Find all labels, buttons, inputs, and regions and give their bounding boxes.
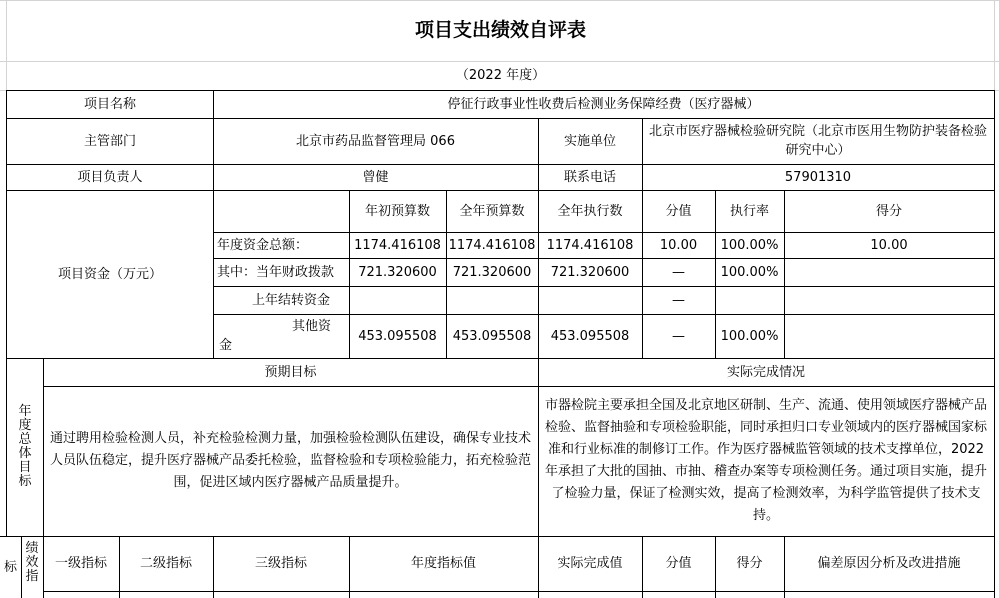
table-border xyxy=(213,258,995,259)
implementer-value: 北京市医疗器械检验研究院（北京市医用生物防护装备检验研究中心） xyxy=(648,124,987,158)
table-border xyxy=(213,314,995,315)
table-border xyxy=(0,536,995,537)
department-value: 北京市药品监督管理局 066 xyxy=(296,133,455,149)
header-level3-indicator: 三级指标 xyxy=(254,556,307,571)
header-execution-rate: 执行率 xyxy=(729,203,769,219)
table-border xyxy=(642,536,643,598)
table-border xyxy=(6,190,995,191)
expected-goal-text: 通过聘用检验检测人员，补充检验检测力量，加强检验检测队伍建设，确保专业技术人员队伍稳定，提升医疗器械产品委托检验，监督检验和专项检验能力，拓充检验范围，促进区域内医疗器械产品质量提升。 xyxy=(49,431,531,490)
indicator-side-label-a: 标 xyxy=(3,559,17,575)
funds-row-carryover-label: 上年结转资金 xyxy=(251,292,330,308)
table-border xyxy=(43,358,44,598)
cell-value: 100.00% xyxy=(720,264,779,280)
header-annual-indicator-value: 年度指标值 xyxy=(410,556,476,571)
header-initial-budget: 年初预算数 xyxy=(364,203,430,219)
department-label: 主管部门 xyxy=(83,133,136,149)
cell-value: 721.320600 xyxy=(550,264,630,280)
cell-value: — xyxy=(672,328,685,344)
table-border xyxy=(784,536,785,598)
table-border xyxy=(6,358,995,359)
cell-value: 1174.416108 xyxy=(354,237,441,253)
cell-value: 453.095508 xyxy=(358,328,437,344)
cell-value: 10.00 xyxy=(870,237,908,253)
leader-value: 曾健 xyxy=(362,169,389,185)
header-level2-indicator: 二级指标 xyxy=(139,556,192,571)
phone-label: 联系电话 xyxy=(563,169,616,185)
indicator-side-label-b xyxy=(21,536,43,598)
leader-label: 项目负责人 xyxy=(77,169,143,185)
funds-row-appropriation-label: 其中：当年财政拨款 xyxy=(217,264,335,280)
cell-value: 100.00% xyxy=(720,328,779,344)
table-border xyxy=(349,190,350,358)
label-line: 金 xyxy=(219,338,233,353)
expected-goal-header: 预期目标 xyxy=(264,364,317,380)
funds-row-total-label: 年度资金总额： xyxy=(217,237,309,253)
table-border xyxy=(213,90,214,358)
actual-completion-text: 市器检院主要承担全国及北京地区研制、生产、流通、使用领域医疗器械产品检验、监督抽验和专项检验职能，同时承担归口专业领域内的医疗器械国家标准和行业标准的制修订工作。作为医疗器械监管领域的技术支撑单位，2022 年承担了大批的国抽、市抽、稽查办案等专项检测任务。通过项目实施，提升了检验力量，保证了检测实效，提高了检测效率，为科学监管提供了技术支持。 xyxy=(544,398,987,523)
table-border xyxy=(994,90,995,598)
header-indicator-score-value: 分值 xyxy=(665,556,692,571)
table-border xyxy=(538,118,539,598)
cell-value: 1174.416108 xyxy=(546,237,634,253)
cell-value: 453.095508 xyxy=(452,328,532,344)
cell-value xyxy=(784,258,994,286)
project-name-label: 项目名称 xyxy=(83,97,136,112)
table-border xyxy=(6,90,995,91)
table-border xyxy=(715,536,716,598)
cell-value xyxy=(349,286,446,314)
cell-value: 1174.416108 xyxy=(448,237,536,253)
table-border xyxy=(21,536,22,598)
funds-label: 项目资金（万元） xyxy=(57,266,162,282)
label-line: 其他资 xyxy=(291,319,331,334)
cell-value xyxy=(784,286,994,314)
project-name-value: 停征行政事业性收费后检测业务保障经费（医疗器械） xyxy=(447,97,760,112)
implementer-label: 实施单位 xyxy=(563,133,616,149)
table-border xyxy=(213,536,214,598)
cell-value xyxy=(538,286,642,314)
cell-value xyxy=(784,314,994,358)
header-annual-budget: 全年预算数 xyxy=(459,203,525,219)
table-border xyxy=(349,536,350,598)
phone-value: 57901310 xyxy=(784,169,852,185)
header-executed: 全年执行数 xyxy=(557,203,623,219)
table-border xyxy=(43,386,995,387)
header-score: 得分 xyxy=(875,203,902,219)
goals-side-label-text: 年度总体目标 xyxy=(18,404,32,489)
header-level1-indicator: 一级指标 xyxy=(54,556,107,571)
sheet-title: 项目支出绩效自评表 xyxy=(414,19,586,41)
cell-value: 10.00 xyxy=(659,237,698,253)
fiscal-year: （2022 年度） xyxy=(455,68,546,83)
table-border xyxy=(6,164,995,165)
cell-value: — xyxy=(672,292,685,308)
table-border xyxy=(6,90,7,536)
table-border xyxy=(213,232,995,233)
cell-value: 453.095508 xyxy=(550,328,630,344)
cell-value: 721.320600 xyxy=(358,264,437,280)
cell-value: 100.00% xyxy=(720,237,779,253)
table-border xyxy=(715,190,716,358)
gridline xyxy=(994,0,995,91)
table-border xyxy=(43,591,995,592)
cell-value xyxy=(446,286,538,314)
cell-value xyxy=(715,286,784,314)
header-deviation-analysis: 偏差原因分析及改进措施 xyxy=(817,556,961,571)
table-border xyxy=(784,190,785,358)
table-border xyxy=(642,190,643,358)
table-border xyxy=(213,286,995,287)
goals-side-label xyxy=(7,358,43,536)
actual-completion-header: 实际完成情况 xyxy=(726,364,805,380)
table-border xyxy=(119,536,120,598)
table-border xyxy=(446,190,447,358)
indicator-side-label-b-text: 绩效指 xyxy=(25,541,39,584)
cell-value: 721.320600 xyxy=(452,264,532,280)
header-indicator-score: 得分 xyxy=(736,556,763,571)
cell-value: — xyxy=(672,264,685,280)
header-actual-value: 实际完成值 xyxy=(557,556,623,571)
funds-row-other-label xyxy=(213,314,349,358)
table-border xyxy=(642,118,643,190)
table-border xyxy=(6,118,995,119)
header-score-value: 分值 xyxy=(665,203,692,219)
